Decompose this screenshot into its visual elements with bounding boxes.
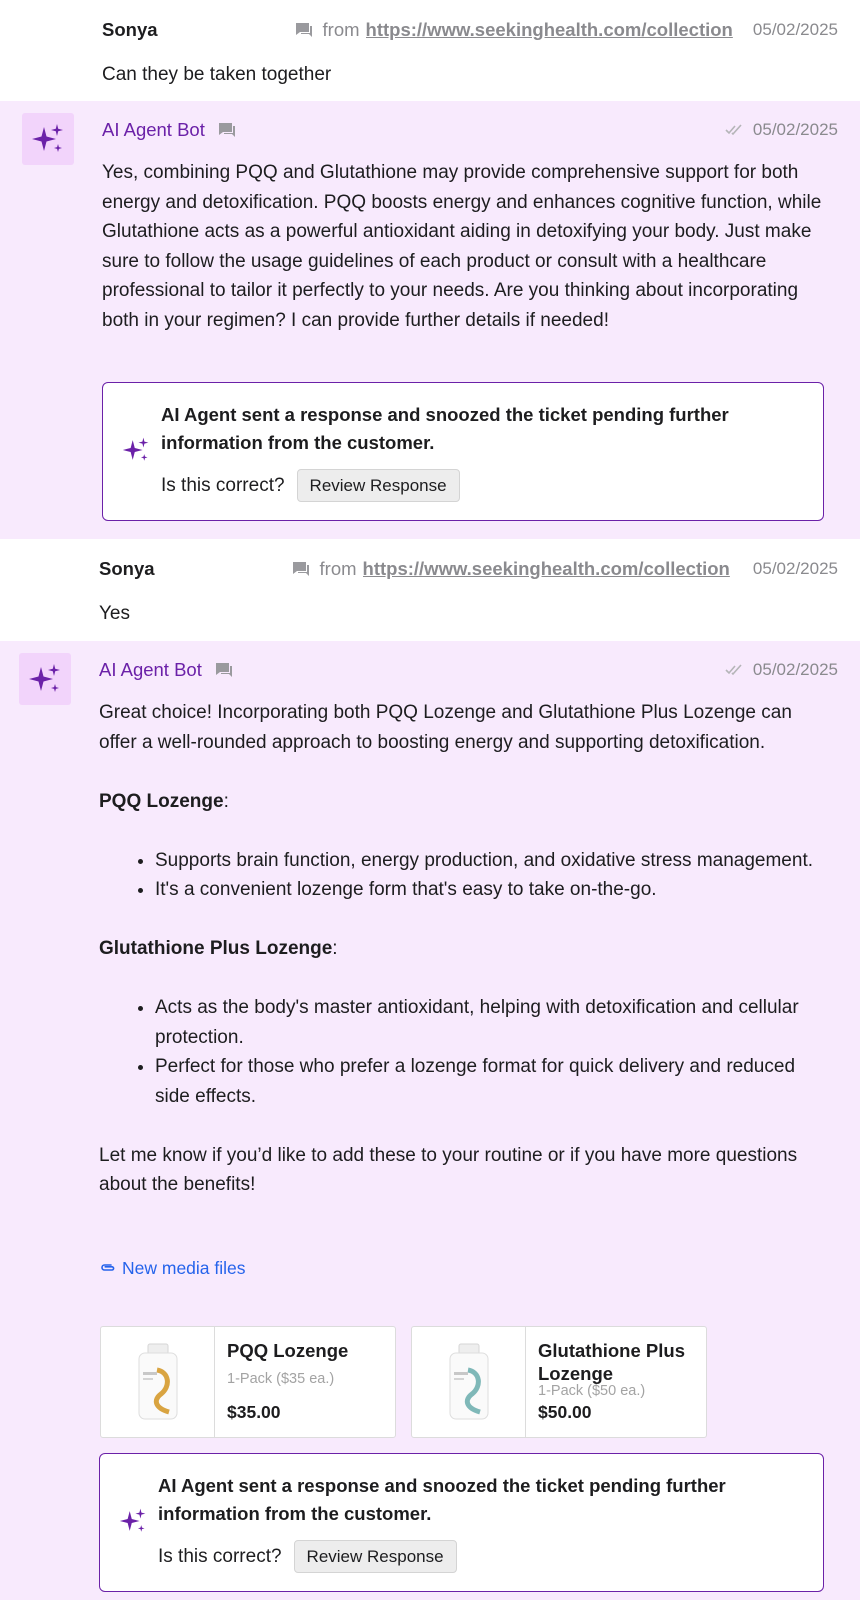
product-name: PQQ Lozenge: [227, 1340, 349, 1361]
message-date: 05/02/2025: [752, 660, 838, 679]
ai-agent-notice: [99, 1453, 824, 1592]
source-url-link[interactable]: https://www.seekinghealth.com/collection: [362, 558, 730, 579]
product-card-pqq[interactable]: [100, 1326, 396, 1438]
message-date: 05/02/2025: [752, 559, 838, 578]
notice-question: Is this correct?: [158, 1545, 282, 1567]
message-bot-1: [0, 101, 860, 539]
product-info: [215, 1327, 395, 1437]
section-colon: :: [332, 938, 338, 959]
section-colon: :: [223, 790, 229, 812]
message-text: Can they be taken together: [102, 64, 332, 85]
chat-bubble-icon: [214, 660, 236, 680]
review-response-button[interactable]: Review Response: [294, 1540, 457, 1573]
message-header: [102, 17, 838, 43]
message-header: [99, 657, 838, 683]
product-price: $35.00: [227, 1402, 281, 1422]
message-customer-1: [0, 0, 860, 101]
bullet-list: [99, 993, 824, 1111]
bot-avatar: [22, 113, 74, 165]
message-customer-2: [0, 539, 860, 641]
outro-paragraph: Let me know if you’d like to add these to your routine or if you have more questions about the benefits!: [99, 1144, 798, 1195]
message-bot-2: [0, 641, 860, 1600]
bullet-list: [99, 846, 824, 905]
sparkles-icon: [118, 1506, 148, 1536]
sparkles-icon: [31, 122, 65, 156]
list-item: • Perfect for those who prefer a lozenge format for quick delivery and reduced side effects.: [155, 1052, 824, 1111]
notice-question: Is this correct?: [161, 474, 285, 496]
chat-bubble-icon: [291, 559, 313, 579]
list-item: • Acts as the body's master antioxidant, helping with detoxification and cellular protection.: [155, 993, 824, 1052]
review-response-button[interactable]: Review Response: [297, 469, 460, 502]
sparkles-icon: [28, 662, 62, 696]
message-date: 05/02/2025: [752, 120, 838, 139]
list-item: • It's a convenient lozenge form that's easy to take on-the-go.: [155, 875, 824, 905]
author-name: Sonya: [99, 558, 155, 579]
new-media-files-link[interactable]: [100, 1258, 246, 1279]
intro-paragraph: Great choice! Incorporating both PQQ Lozenge and Glutathione Plus Lozenge can offer a well-rounded approach to boosting energy and supporting detoxification.: [99, 702, 792, 753]
section-heading: [99, 787, 824, 817]
notice-question-row: [158, 1540, 457, 1573]
notice-text: AI Agent sent a response and snoozed the ticket pending further information from the customer.: [158, 1475, 726, 1524]
product-image: [412, 1327, 526, 1437]
chat-bubble-icon: [294, 20, 316, 40]
section-heading: [99, 934, 824, 964]
product-card-glutathione[interactable]: [411, 1326, 707, 1438]
product-image: [101, 1327, 215, 1437]
notice-text: AI Agent sent a response and snoozed the ticket pending further information from the customer.: [161, 404, 729, 453]
author-name: AI Agent Bot: [99, 659, 202, 680]
message-date: 05/02/2025: [752, 20, 838, 39]
notice-question-row: [161, 469, 460, 502]
section-title: PQQ Lozenge: [99, 790, 224, 812]
double-check-icon: [725, 663, 747, 677]
product-pack: 1-Pack ($35 ea.): [227, 1371, 335, 1387]
bot-avatar: [19, 653, 71, 705]
new-media-files-label: New media files: [122, 1258, 246, 1278]
from-label: from: [322, 19, 360, 40]
product-price: $50.00: [538, 1402, 592, 1422]
message-header: [102, 117, 838, 143]
product-pack: 1-Pack ($50 ea.): [538, 1383, 646, 1399]
chat-bubble-icon: [217, 120, 239, 140]
message-text: Yes, combining PQQ and Glutathione may provide comprehensive support for both energy and detoxification. PQQ boosts energy and enhances cognitive function, while Glutathione acts as a powerful antioxidant aiding in detoxifying your body. Just make sure to follow the usage guidelines of each product or consult with a healthcare professional to tailor it perfectly to your needs. Are you thinking about incorporating both in your regimen? I can provide further details if needed!: [102, 162, 822, 331]
paperclip-icon: [100, 1262, 116, 1276]
product-info: [526, 1327, 706, 1437]
author-name: AI Agent Bot: [102, 119, 205, 140]
sparkles-icon: [121, 435, 151, 465]
message-text: Yes: [99, 603, 130, 624]
product-name: Glutathione Plus Lozenge: [538, 1340, 685, 1384]
source-url-link[interactable]: https://www.seekinghealth.com/collection: [365, 19, 733, 40]
author-name: Sonya: [102, 19, 158, 40]
section-title: Glutathione Plus Lozenge: [99, 938, 333, 959]
from-label: from: [319, 558, 357, 579]
list-item: • Supports brain function, energy production, and oxidative stress management.: [155, 846, 824, 876]
message-header: [99, 556, 838, 582]
double-check-icon: [725, 123, 747, 137]
message-text: [99, 698, 824, 1200]
ai-agent-notice: [102, 382, 824, 521]
